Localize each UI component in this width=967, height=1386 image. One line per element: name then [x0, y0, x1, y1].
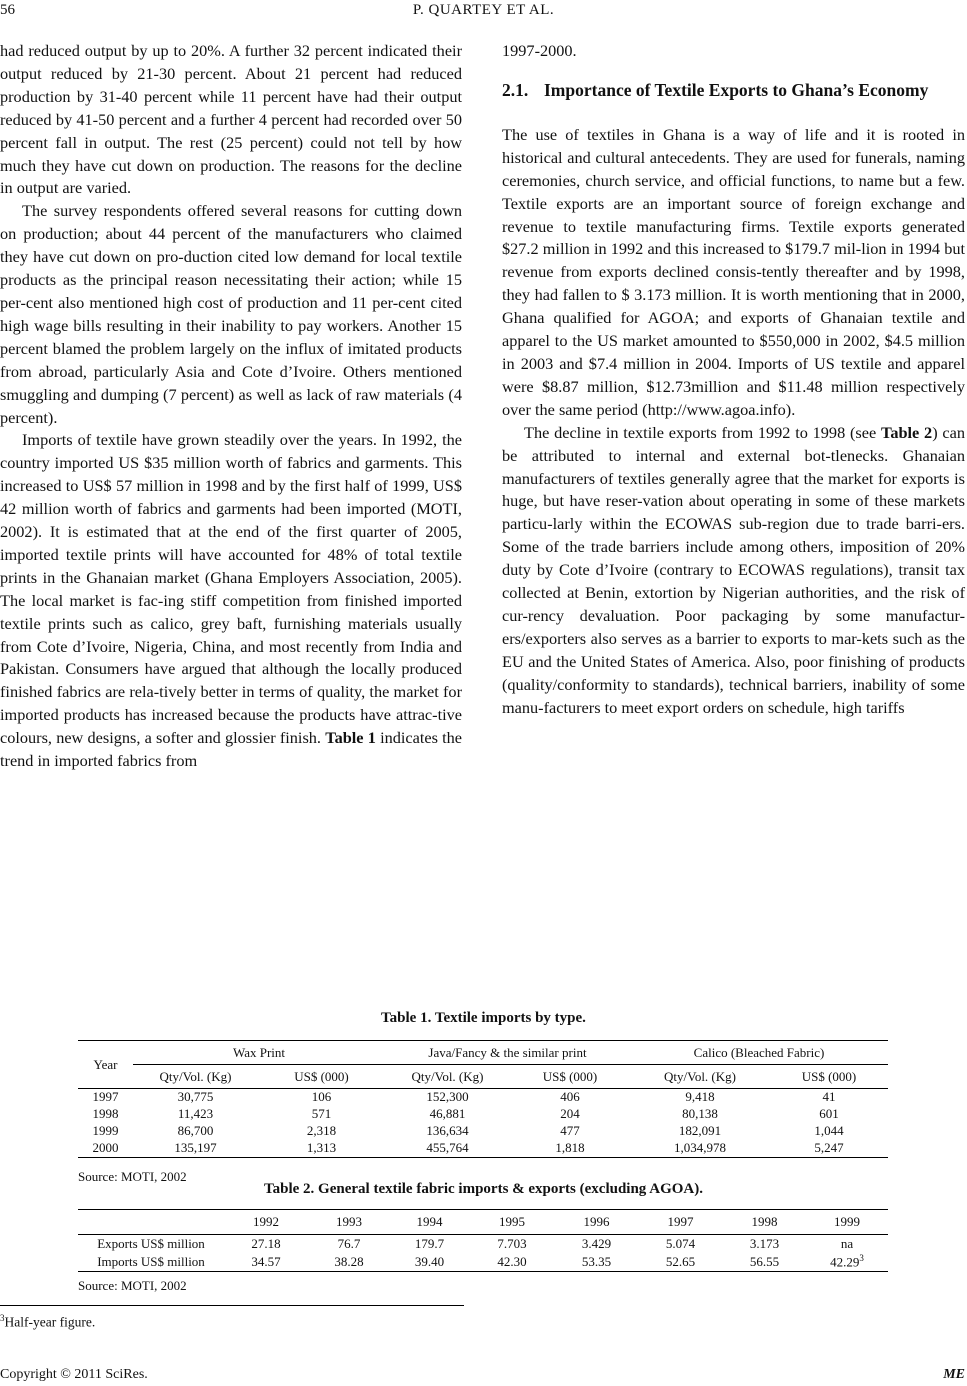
subheader-usd: US$ (000): [258, 1065, 385, 1089]
year-header: 1995: [469, 1210, 555, 1235]
left-paragraph-3-tail: indicates the trend in imported fabrics from: [0, 728, 463, 771]
table-cell: 34.57: [224, 1253, 308, 1272]
table-cell: 455,764: [385, 1140, 510, 1158]
section-heading: [502, 79, 965, 102]
year-header: 1992: [224, 1210, 308, 1235]
table-cell: 601: [819, 1106, 839, 1121]
left-paragraph-2: The survey respondents offered several reasons for cutting down on production; about 44 percent of the manufacturers who claimed they have cut down on pro-duction cited low demand for local textile products as the principal reason necessitating their action; while 15 per-cent also mentioned high cost of production and 11 per-cent cited high wage bills resulting in their inability to pay workers. Another 15 percent blamed the problem largely on the influx of imitated products from abroad, particularly Asia and Cote d’Ivoire. Others mentioned smuggling and dumping (7 percent) as well as lack of raw materials (4 percent).: [0, 201, 462, 427]
table-cell: 406: [560, 1089, 580, 1105]
table-cell: [806, 1253, 888, 1272]
table-cell: 571: [311, 1106, 332, 1121]
footnote: [0, 1313, 95, 1331]
table-cell: 30,775: [177, 1089, 214, 1105]
table1-reference[interactable]: Table 1: [325, 728, 376, 748]
table-cell: 86,700: [177, 1123, 214, 1138]
table2: [78, 1209, 888, 1272]
table-cell: 1998: [92, 1106, 119, 1121]
subheader-qty: Qty/Vol. (Kg): [133, 1065, 258, 1089]
table-cell: 5.074: [665, 1235, 696, 1251]
table-cell: 182,091: [678, 1123, 722, 1138]
table-cell: 1,044: [814, 1123, 844, 1138]
table-cell: 53.35: [555, 1253, 638, 1272]
table-cell: 1,818: [510, 1140, 630, 1158]
table-cell: 41: [822, 1089, 836, 1105]
left-paragraph-3-text: Imports of textile have grown steadily over the years. In 1992, the country imported US $35 million worth of fabrics and garments. This increased to US$ 57 million in 1998 and by the first half of 1999, US$ 42 million worth of fabrics and garments had been imported (MOTI, 2002). It is estimated that at the end of the first quarter of 2005, imported textile prints will have accounted for 48% of total textile prints in the Ghanaian market (Ghana Employers Association, 2005). The local market is fac-ing stiff competition from finished imported textile prints such as calico, grey baft, furnishing materials usually from Cote d’Ivoire, Nigeria, China, and most recently from India and Pakistan. Consumers have argued that although the locally produced finished fabrics are rela-tively better in terms of quality, the market for imported products has increased because the products have attrac-tive colours, new designs, a softer and glossier finish.: [0, 430, 462, 748]
table-row: [78, 1235, 888, 1253]
year-header: 1998: [723, 1210, 806, 1235]
table-cell: 11,423: [177, 1106, 214, 1121]
group-header-calico: Calico (Bleached Fabric): [630, 1041, 888, 1065]
table2-reference[interactable]: Table 2: [880, 422, 933, 442]
journal-abbrev: ME: [943, 1367, 965, 1382]
table-cell: 179.7: [414, 1235, 445, 1251]
subheader-qty: Qty/Vol. (Kg): [630, 1065, 770, 1089]
table-cell: 38.28: [308, 1253, 390, 1272]
year-header: 1994: [390, 1210, 469, 1235]
year-header: 1999: [806, 1210, 888, 1235]
copyright: Copyright © 2011 SciRes.: [0, 1367, 148, 1382]
table-cell: 1997: [92, 1089, 119, 1105]
table-cell: 27.18: [251, 1235, 281, 1251]
table-cell: 3.429: [581, 1235, 612, 1251]
table-row: [78, 1089, 888, 1106]
table-cell: 204: [560, 1106, 580, 1121]
table-cell: 477: [560, 1123, 580, 1138]
table-cell: 52.65: [638, 1253, 723, 1272]
footnote-divider: [0, 1305, 464, 1306]
table-row: [78, 1106, 888, 1123]
footnote-mark: 3: [0, 1313, 5, 1323]
right-column: [502, 40, 965, 719]
right-paragraph-2-body: ) can be attributed to internal and external bot-tlenecks. Ghanaian manufacturers of textiles generally agree that the market for exports is huge, but have reser-vation about operating in some of these markets particu-larly within the ECOWAS sub-region due to trade barri-ers. Some of the trade barriers include among others, imposition of 20% duty by Cote d’Ivoire (contrary to ECOWAS regulations), transit tax collected at Benin, extortion by Nigerian authorities, and the risk of cur-rency devaluation. Poor packaging by some manufactur-ers/exporters also serves as a barrier to exports to mar-kets such as the EU and the United States of America. Also, poor finishing of products (quality/conformity to standards), technical barriers, inability of some manu-facturers to meet export orders on schedule, high tariffs: [502, 422, 965, 717]
table-cell: na: [840, 1235, 854, 1251]
table1-source: Source: MOTI, 2002: [78, 1169, 187, 1184]
table-cell: 80,138: [682, 1106, 718, 1121]
year-header: Year: [78, 1041, 133, 1089]
table-cell-value: 42.29: [830, 1254, 860, 1270]
row-label: Exports US$ million: [97, 1235, 205, 1251]
table-cell: 2,318: [306, 1123, 337, 1138]
table-row: [78, 1253, 888, 1272]
table-cell: 7.703: [497, 1235, 527, 1251]
section-number: 2.1.: [502, 79, 529, 100]
subheader-qty: Qty/Vol. (Kg): [385, 1065, 510, 1089]
right-paragraph-2-head: The decline in textile exports from 1992 to 1998 (see: [524, 422, 877, 442]
page-number: 56: [0, 2, 15, 18]
table-cell: 46,881: [429, 1106, 466, 1121]
left-column: [0, 40, 462, 773]
section-title: Importance of Textile Exports to Ghana’s Economy: [544, 79, 929, 100]
year-header: 1997: [638, 1210, 723, 1235]
table-cell: 3.173: [749, 1235, 780, 1251]
subheader-usd: US$ (000): [770, 1065, 888, 1089]
table2-source: Source: MOTI, 2002: [78, 1278, 187, 1293]
right-paragraph-1: The use of textiles in Ghana is a way of life and it is rooted in historical and cultural antecedents. They are used for funerals, naming ceremonies, church service, and official functions, to name but a few. Textile exports are an important source of foreign exchange and revenue to textile manufacturing firms. Textile exports generated $27.2 million in 1992 and this increased to $179.7 mil-lion in 1994 but revenue from exports declined consis-tently thereafter and by 1998, they had fallen to $ 3.173 million. It is worth mentioning that in 2000, Ghana qualified for AGOA; and exports of Ghanaian textile and apparel to the US market amounted to $550,000 in 2002, $4.5 million in 2003 and $7.4 million in 2004. Imports of US textile and apparel were $8.87 million, $12.73million and $11.48 million respectively over the same period (http://www.agoa.info).: [502, 124, 965, 419]
running-title: P. QUARTEY ET AL.: [412, 2, 555, 18]
table-cell: 5,247: [770, 1140, 888, 1158]
table1: [78, 1040, 888, 1158]
table2-caption: Table 2. General textile fabric imports & exports (excluding AGOA).: [264, 1181, 703, 1197]
year-header: 1996: [555, 1210, 638, 1235]
table-row: [78, 1140, 888, 1158]
row-label: Imports US$ million: [78, 1253, 224, 1272]
group-header-wax: Wax Print: [133, 1041, 385, 1065]
table-cell: 1,034,978: [630, 1140, 770, 1158]
right-paragraph-0: 1997-2000.: [502, 41, 577, 60]
table-cell: 135,197: [133, 1140, 258, 1158]
table-cell: 1999: [92, 1123, 119, 1138]
footnote-text: Half-year figure.: [4, 1314, 96, 1330]
left-paragraph-1: had reduced output by up to 20%. A further 32 percent indicated their output reduced by 21-30 percent. About 21 percent had reduced production by 31-40 percent while 11 percent have had their output reduced by 41-50 percent and a further 4 percent had recorded over 50 percent fall in output. The rest (25 percent) could not tell by how much they have cut down on production. The reasons for the decline in output are varied.: [0, 41, 462, 198]
right-paragraph-2: [502, 422, 965, 720]
table-cell: 9,418: [685, 1089, 715, 1105]
table-cell: 1,313: [258, 1140, 385, 1158]
group-header-java: Java/Fancy & the similar print: [385, 1041, 630, 1065]
table-cell: 136,634: [426, 1123, 469, 1138]
table-cell: 42.30: [469, 1253, 555, 1272]
table-cell: 76.7: [337, 1235, 361, 1251]
table1-caption: Table 1. Textile imports by type.: [381, 1010, 586, 1026]
table-cell: 106: [311, 1089, 332, 1105]
year-header: 1993: [308, 1210, 390, 1235]
footnote-marker[interactable]: 3: [859, 1253, 864, 1264]
table-cell: 56.55: [723, 1253, 806, 1272]
table-cell: 39.40: [390, 1253, 469, 1272]
table-row: [78, 1123, 888, 1140]
subheader-usd: US$ (000): [510, 1065, 630, 1089]
left-paragraph-3: [0, 429, 462, 773]
table-cell: 152,300: [426, 1089, 469, 1105]
table-cell: 2000: [78, 1140, 133, 1158]
